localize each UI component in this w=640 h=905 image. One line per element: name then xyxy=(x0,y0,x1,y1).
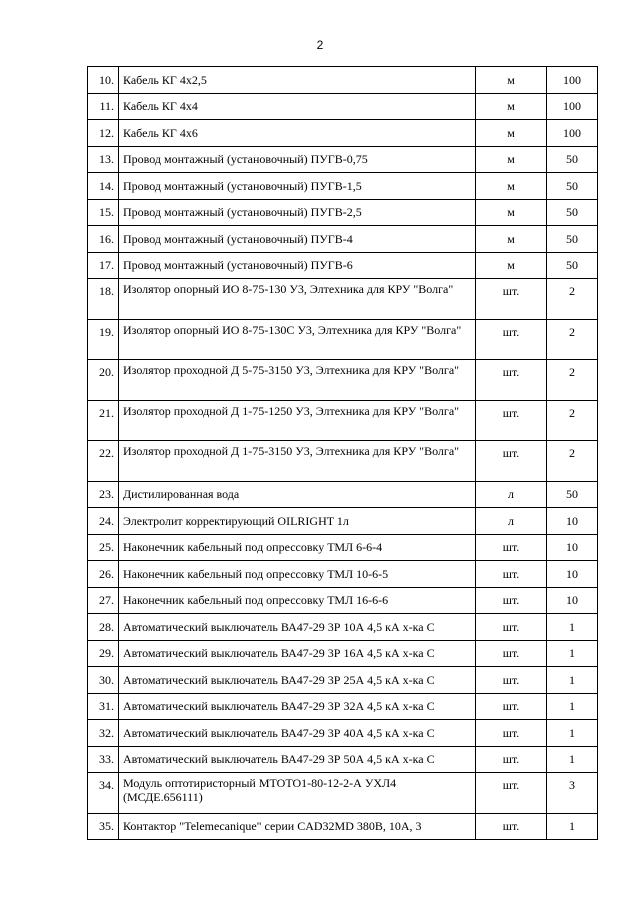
table-row xyxy=(88,67,598,94)
table-row xyxy=(88,252,598,279)
item-name: Автоматический выключатель ВА47-29 3Р 25А 4,5 кА х-ка С xyxy=(119,667,476,694)
item-unit: м xyxy=(476,67,547,94)
item-name: Кабель КГ 4х6 xyxy=(119,120,476,147)
item-unit: м xyxy=(476,252,547,279)
item-quantity: 2 xyxy=(547,319,598,360)
item-unit: шт. xyxy=(476,279,547,320)
table-row xyxy=(88,173,598,200)
item-name: Автоматический выключатель ВА47-29 3Р 10А 4,5 кА х-ка С xyxy=(119,614,476,641)
row-number: 28. xyxy=(88,614,119,641)
table-row xyxy=(88,319,598,360)
item-quantity: 3 xyxy=(547,773,598,814)
item-quantity: 50 xyxy=(547,226,598,253)
item-unit: шт. xyxy=(476,319,547,360)
row-number: 33. xyxy=(88,746,119,773)
item-unit: шт. xyxy=(476,667,547,694)
row-number: 19. xyxy=(88,319,119,360)
table-row xyxy=(88,640,598,667)
item-quantity: 1 xyxy=(547,693,598,720)
row-number: 35. xyxy=(88,813,119,840)
item-name: Провод монтажный (установочный) ПУГВ-6 xyxy=(119,252,476,279)
item-unit: м xyxy=(476,199,547,226)
item-name: Электролит корректирующий OILRIGHT 1л xyxy=(119,508,476,535)
row-number: 17. xyxy=(88,252,119,279)
table-row xyxy=(88,120,598,147)
item-quantity: 2 xyxy=(547,360,598,401)
row-number: 18. xyxy=(88,279,119,320)
item-unit: шт. xyxy=(476,640,547,667)
item-unit: м xyxy=(476,146,547,173)
item-name: Провод монтажный (установочный) ПУГВ-4 xyxy=(119,226,476,253)
table-row xyxy=(88,279,598,320)
item-unit: м xyxy=(476,173,547,200)
item-name: Модуль оптотиристорный МТОТО1-80-12-2-А УХЛ4 (МСДЕ.656111) xyxy=(119,773,476,814)
item-quantity: 10 xyxy=(547,534,598,561)
item-name: Провод монтажный (установочный) ПУГВ-2,5 xyxy=(119,199,476,226)
item-quantity: 50 xyxy=(547,481,598,508)
row-number: 16. xyxy=(88,226,119,253)
item-quantity: 1 xyxy=(547,720,598,747)
row-number: 22. xyxy=(88,441,119,482)
item-name: Провод монтажный (установочный) ПУГВ-1,5 xyxy=(119,173,476,200)
items-table xyxy=(87,66,598,840)
table-row xyxy=(88,146,598,173)
table-row xyxy=(88,720,598,747)
item-name: Изолятор проходной Д 1-75-3150 У3, Элтехника для КРУ "Волга" xyxy=(119,441,476,482)
item-quantity: 10 xyxy=(547,508,598,535)
row-number: 24. xyxy=(88,508,119,535)
item-quantity: 2 xyxy=(547,441,598,482)
table-row xyxy=(88,587,598,614)
row-number: 26. xyxy=(88,561,119,588)
item-unit: шт. xyxy=(476,693,547,720)
item-name: Наконечник кабельный под опрессовку ТМЛ 6-6-4 xyxy=(119,534,476,561)
item-quantity: 50 xyxy=(547,252,598,279)
item-unit: л xyxy=(476,508,547,535)
item-name: Автоматический выключатель ВА47-29 3Р 40А 4,5 кА х-ка С xyxy=(119,720,476,747)
item-quantity: 1 xyxy=(547,813,598,840)
table-row xyxy=(88,693,598,720)
row-number: 25. xyxy=(88,534,119,561)
row-number: 14. xyxy=(88,173,119,200)
item-quantity: 1 xyxy=(547,746,598,773)
row-number: 15. xyxy=(88,199,119,226)
item-quantity: 100 xyxy=(547,67,598,94)
item-name: Кабель КГ 4х4 xyxy=(119,93,476,120)
item-quantity: 100 xyxy=(547,93,598,120)
item-name: Изолятор проходной Д 1-75-1250 У3, Элтехника для КРУ "Волга" xyxy=(119,400,476,441)
row-number: 29. xyxy=(88,640,119,667)
table-row xyxy=(88,199,598,226)
item-unit: шт. xyxy=(476,614,547,641)
item-name: Провод монтажный (установочный) ПУГВ-0,75 xyxy=(119,146,476,173)
item-unit: м xyxy=(476,93,547,120)
row-number: 20. xyxy=(88,360,119,401)
item-name: Кабель КГ 4х2,5 xyxy=(119,67,476,94)
item-unit: шт. xyxy=(476,441,547,482)
item-unit: шт. xyxy=(476,360,547,401)
item-quantity: 50 xyxy=(547,199,598,226)
table-row xyxy=(88,481,598,508)
table-row xyxy=(88,360,598,401)
item-unit: шт. xyxy=(476,561,547,588)
item-unit: шт. xyxy=(476,534,547,561)
table-row xyxy=(88,614,598,641)
row-number: 23. xyxy=(88,481,119,508)
table-row xyxy=(88,667,598,694)
item-quantity: 1 xyxy=(547,640,598,667)
item-quantity: 10 xyxy=(547,587,598,614)
item-name: Автоматический выключатель ВА47-29 3Р 50А 4,5 кА х-ка С xyxy=(119,746,476,773)
row-number: 34. xyxy=(88,773,119,814)
table-row xyxy=(88,746,598,773)
item-unit: шт. xyxy=(476,746,547,773)
item-name: Автоматический выключатель ВА47-29 3Р 32А 4,5 кА х-ка С xyxy=(119,693,476,720)
table-row xyxy=(88,508,598,535)
item-quantity: 100 xyxy=(547,120,598,147)
table-row xyxy=(88,226,598,253)
item-quantity: 50 xyxy=(547,173,598,200)
item-quantity: 2 xyxy=(547,279,598,320)
row-number: 32. xyxy=(88,720,119,747)
item-name: Контактор "Telemecanique" серии CAD32MD 380В, 10А, 3 xyxy=(119,813,476,840)
item-name: Автоматический выключатель ВА47-29 3Р 16А 4,5 кА х-ка С xyxy=(119,640,476,667)
row-number: 12. xyxy=(88,120,119,147)
item-unit: шт. xyxy=(476,773,547,814)
table-row xyxy=(88,400,598,441)
item-name: Изолятор проходной Д 5-75-3150 У3, Элтехника для КРУ "Волга" xyxy=(119,360,476,401)
item-unit: шт. xyxy=(476,400,547,441)
item-quantity: 1 xyxy=(547,614,598,641)
item-quantity: 2 xyxy=(547,400,598,441)
table-row xyxy=(88,534,598,561)
item-unit: шт. xyxy=(476,720,547,747)
row-number: 13. xyxy=(88,146,119,173)
item-name: Изолятор опорный ИО 8-75-130С У3, Элтехника для КРУ "Волга" xyxy=(119,319,476,360)
table-row xyxy=(88,813,598,840)
item-quantity: 10 xyxy=(547,561,598,588)
item-unit: м xyxy=(476,226,547,253)
item-unit: л xyxy=(476,481,547,508)
item-name: Дистилированная вода xyxy=(119,481,476,508)
item-name: Наконечник кабельный под опрессовку ТМЛ 10-6-5 xyxy=(119,561,476,588)
table-row xyxy=(88,561,598,588)
page-number: 2 xyxy=(316,38,324,52)
item-quantity: 50 xyxy=(547,146,598,173)
row-number: 11. xyxy=(88,93,119,120)
item-name: Наконечник кабельный под опрессовку ТМЛ 16-6-6 xyxy=(119,587,476,614)
item-unit: шт. xyxy=(476,587,547,614)
row-number: 10. xyxy=(88,67,119,94)
item-unit: м xyxy=(476,120,547,147)
table-row xyxy=(88,441,598,482)
row-number: 30. xyxy=(88,667,119,694)
table-row xyxy=(88,93,598,120)
row-number: 31. xyxy=(88,693,119,720)
item-unit: шт. xyxy=(476,813,547,840)
row-number: 27. xyxy=(88,587,119,614)
item-quantity: 1 xyxy=(547,667,598,694)
row-number: 21. xyxy=(88,400,119,441)
item-name: Изолятор опорный ИО 8-75-130 У3, Элтехника для КРУ "Волга" xyxy=(119,279,476,320)
table-row xyxy=(88,773,598,814)
